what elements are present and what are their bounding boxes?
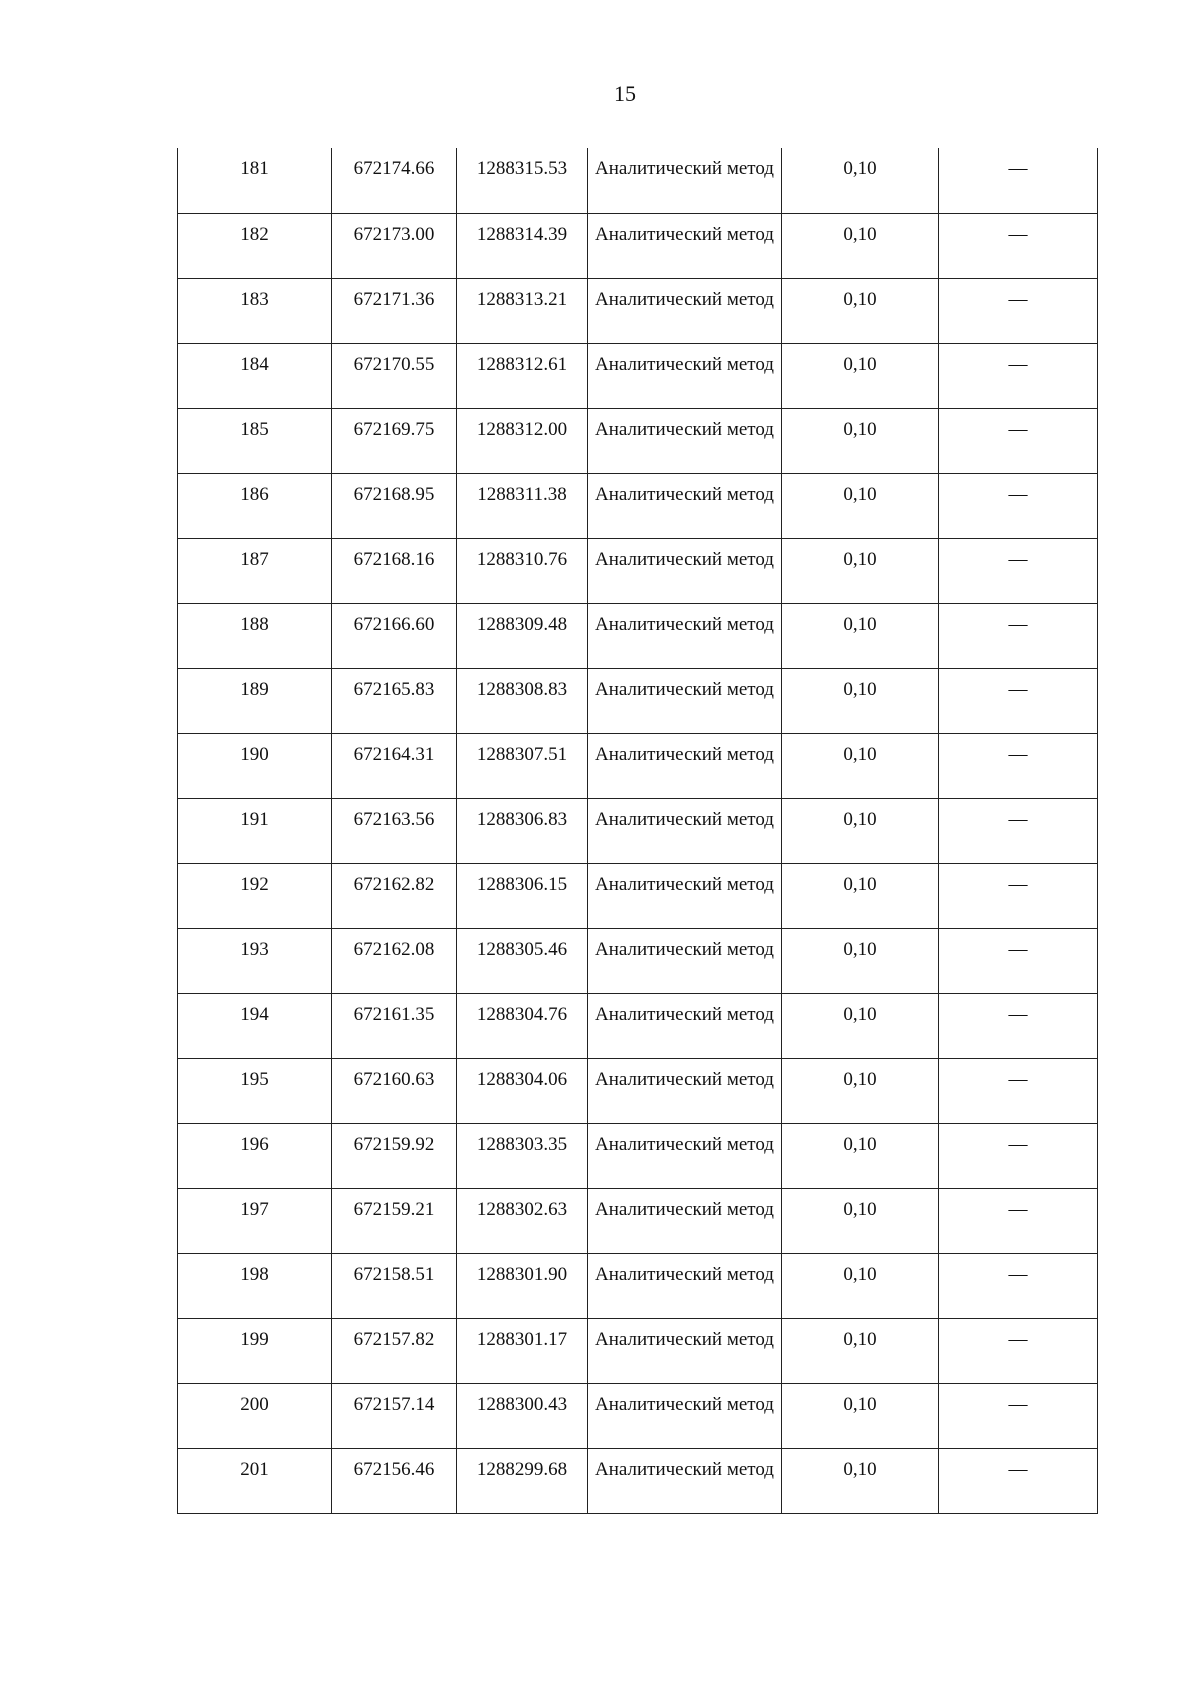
method-cell: Аналитический метод	[588, 538, 782, 603]
y-coordinate-cell: 1288304.76	[457, 993, 588, 1058]
note-cell: —	[939, 798, 1098, 863]
accuracy-cell: 0,10	[782, 408, 939, 473]
method-cell: Аналитический метод	[588, 798, 782, 863]
method-cell: Аналитический метод	[588, 1448, 782, 1513]
note-cell: —	[939, 213, 1098, 278]
point-number-cell: 199	[178, 1318, 332, 1383]
accuracy-cell: 0,10	[782, 278, 939, 343]
accuracy-cell: 0,10	[782, 668, 939, 733]
method-cell: Аналитический метод	[588, 343, 782, 408]
table-row	[178, 1383, 1098, 1448]
accuracy-cell: 0,10	[782, 1318, 939, 1383]
point-number-cell: 198	[178, 1253, 332, 1318]
x-coordinate-cell: 672168.95	[332, 473, 457, 538]
table-row	[178, 343, 1098, 408]
note-cell: —	[939, 1448, 1098, 1513]
y-coordinate-cell: 1288307.51	[457, 733, 588, 798]
x-coordinate-cell: 672158.51	[332, 1253, 457, 1318]
y-coordinate-cell: 1288306.15	[457, 863, 588, 928]
y-coordinate-cell: 1288312.00	[457, 408, 588, 473]
method-cell: Аналитический метод	[588, 1188, 782, 1253]
note-cell: —	[939, 733, 1098, 798]
note-cell: —	[939, 408, 1098, 473]
y-coordinate-cell: 1288312.61	[457, 343, 588, 408]
point-number-cell: 183	[178, 278, 332, 343]
y-coordinate-cell: 1288309.48	[457, 603, 588, 668]
method-cell: Аналитический метод	[588, 1383, 782, 1448]
x-coordinate-cell: 672162.82	[332, 863, 457, 928]
note-cell: —	[939, 863, 1098, 928]
x-coordinate-cell: 672169.75	[332, 408, 457, 473]
point-number-cell: 194	[178, 993, 332, 1058]
note-cell: —	[939, 278, 1098, 343]
x-coordinate-cell: 672159.21	[332, 1188, 457, 1253]
method-cell: Аналитический метод	[588, 863, 782, 928]
point-number-cell: 200	[178, 1383, 332, 1448]
note-cell: —	[939, 1058, 1098, 1123]
method-cell: Аналитический метод	[588, 473, 782, 538]
note-cell: —	[939, 343, 1098, 408]
method-cell: Аналитический метод	[588, 1318, 782, 1383]
note-cell: —	[939, 148, 1098, 213]
y-coordinate-cell: 1288313.21	[457, 278, 588, 343]
x-coordinate-cell: 672157.82	[332, 1318, 457, 1383]
table-row	[178, 668, 1098, 733]
accuracy-cell: 0,10	[782, 148, 939, 213]
page-number: 15	[614, 81, 636, 106]
accuracy-cell: 0,10	[782, 1188, 939, 1253]
y-coordinate-cell: 1288310.76	[457, 538, 588, 603]
table-row	[178, 473, 1098, 538]
table-row	[178, 603, 1098, 668]
table-row	[178, 733, 1098, 798]
x-coordinate-cell: 672170.55	[332, 343, 457, 408]
table-row	[178, 993, 1098, 1058]
note-cell: —	[939, 473, 1098, 538]
coordinates-table-body	[178, 148, 1098, 1513]
x-coordinate-cell: 672164.31	[332, 733, 457, 798]
note-cell: —	[939, 538, 1098, 603]
note-cell: —	[939, 1123, 1098, 1188]
table-row	[178, 408, 1098, 473]
y-coordinate-cell: 1288306.83	[457, 798, 588, 863]
note-cell: —	[939, 1318, 1098, 1383]
note-cell: —	[939, 1188, 1098, 1253]
method-cell: Аналитический метод	[588, 1253, 782, 1318]
method-cell: Аналитический метод	[588, 148, 782, 213]
x-coordinate-cell: 672174.66	[332, 148, 457, 213]
x-coordinate-cell: 672161.35	[332, 993, 457, 1058]
accuracy-cell: 0,10	[782, 1253, 939, 1318]
x-coordinate-cell: 672156.46	[332, 1448, 457, 1513]
point-number-cell: 196	[178, 1123, 332, 1188]
accuracy-cell: 0,10	[782, 1123, 939, 1188]
table-row	[178, 1058, 1098, 1123]
x-coordinate-cell: 672165.83	[332, 668, 457, 733]
y-coordinate-cell: 1288301.90	[457, 1253, 588, 1318]
point-number-cell: 182	[178, 213, 332, 278]
x-coordinate-cell: 672162.08	[332, 928, 457, 993]
method-cell: Аналитический метод	[588, 213, 782, 278]
point-number-cell: 192	[178, 863, 332, 928]
x-coordinate-cell: 672168.16	[332, 538, 457, 603]
x-coordinate-cell: 672171.36	[332, 278, 457, 343]
x-coordinate-cell: 672157.14	[332, 1383, 457, 1448]
point-number-cell: 181	[178, 148, 332, 213]
accuracy-cell: 0,10	[782, 1448, 939, 1513]
x-coordinate-cell: 672159.92	[332, 1123, 457, 1188]
point-number-cell: 186	[178, 473, 332, 538]
y-coordinate-cell: 1288300.43	[457, 1383, 588, 1448]
accuracy-cell: 0,10	[782, 343, 939, 408]
table-row	[178, 1253, 1098, 1318]
y-coordinate-cell: 1288303.35	[457, 1123, 588, 1188]
method-cell: Аналитический метод	[588, 603, 782, 668]
method-cell: Аналитический метод	[588, 993, 782, 1058]
y-coordinate-cell: 1288301.17	[457, 1318, 588, 1383]
x-coordinate-cell: 672173.00	[332, 213, 457, 278]
point-number-cell: 191	[178, 798, 332, 863]
method-cell: Аналитический метод	[588, 1058, 782, 1123]
method-cell: Аналитический метод	[588, 668, 782, 733]
point-number-cell: 195	[178, 1058, 332, 1123]
note-cell: —	[939, 1383, 1098, 1448]
note-cell: —	[939, 668, 1098, 733]
note-cell: —	[939, 928, 1098, 993]
point-number-cell: 190	[178, 733, 332, 798]
accuracy-cell: 0,10	[782, 928, 939, 993]
accuracy-cell: 0,10	[782, 798, 939, 863]
note-cell: —	[939, 993, 1098, 1058]
table-row	[178, 213, 1098, 278]
x-coordinate-cell: 672163.56	[332, 798, 457, 863]
table-row	[178, 538, 1098, 603]
y-coordinate-cell: 1288311.38	[457, 473, 588, 538]
method-cell: Аналитический метод	[588, 278, 782, 343]
note-cell: —	[939, 603, 1098, 668]
accuracy-cell: 0,10	[782, 863, 939, 928]
point-number-cell: 201	[178, 1448, 332, 1513]
table-row	[178, 928, 1098, 993]
point-number-cell: 197	[178, 1188, 332, 1253]
point-number-cell: 184	[178, 343, 332, 408]
point-number-cell: 185	[178, 408, 332, 473]
x-coordinate-cell: 672160.63	[332, 1058, 457, 1123]
method-cell: Аналитический метод	[588, 408, 782, 473]
accuracy-cell: 0,10	[782, 1383, 939, 1448]
table-row	[178, 1318, 1098, 1383]
note-cell: —	[939, 1253, 1098, 1318]
method-cell: Аналитический метод	[588, 928, 782, 993]
y-coordinate-cell: 1288308.83	[457, 668, 588, 733]
coordinates-table	[177, 148, 1098, 1514]
table-row	[178, 148, 1098, 213]
accuracy-cell: 0,10	[782, 993, 939, 1058]
y-coordinate-cell: 1288314.39	[457, 213, 588, 278]
method-cell: Аналитический метод	[588, 1123, 782, 1188]
accuracy-cell: 0,10	[782, 213, 939, 278]
point-number-cell: 189	[178, 668, 332, 733]
y-coordinate-cell: 1288302.63	[457, 1188, 588, 1253]
table-row	[178, 798, 1098, 863]
point-number-cell: 188	[178, 603, 332, 668]
point-number-cell: 193	[178, 928, 332, 993]
accuracy-cell: 0,10	[782, 603, 939, 668]
y-coordinate-cell: 1288305.46	[457, 928, 588, 993]
y-coordinate-cell: 1288299.68	[457, 1448, 588, 1513]
table-row	[178, 1123, 1098, 1188]
point-number-cell: 187	[178, 538, 332, 603]
table-row	[178, 1448, 1098, 1513]
accuracy-cell: 0,10	[782, 733, 939, 798]
y-coordinate-cell: 1288315.53	[457, 148, 588, 213]
y-coordinate-cell: 1288304.06	[457, 1058, 588, 1123]
accuracy-cell: 0,10	[782, 538, 939, 603]
table-row	[178, 278, 1098, 343]
accuracy-cell: 0,10	[782, 1058, 939, 1123]
accuracy-cell: 0,10	[782, 473, 939, 538]
table-row	[178, 863, 1098, 928]
method-cell: Аналитический метод	[588, 733, 782, 798]
table-row	[178, 1188, 1098, 1253]
x-coordinate-cell: 672166.60	[332, 603, 457, 668]
